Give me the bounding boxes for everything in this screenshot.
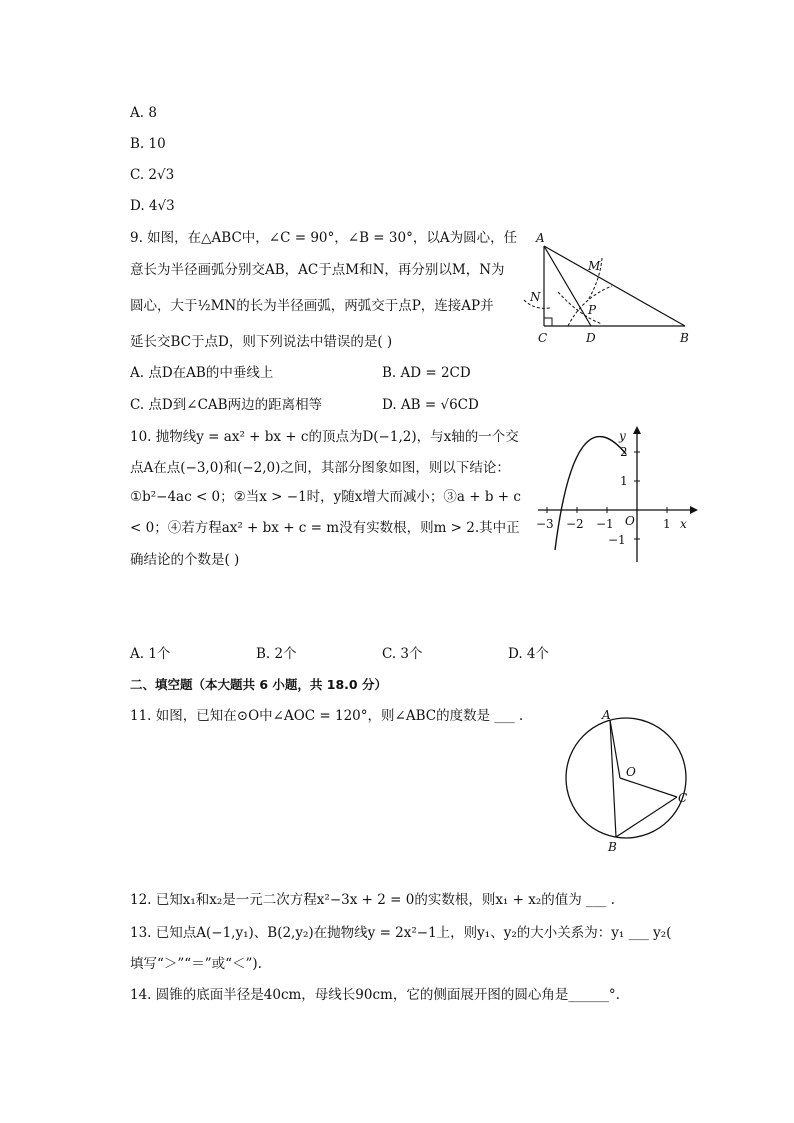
q11-label-a: A	[602, 708, 611, 722]
q10-stem-line1: 10. 抛物线y = ax² + bx + c的顶点为D(−1,2)，与x轴的一个交	[130, 429, 519, 445]
q11-stem: 11. 如图，已知在⊙O中∠AOC = 120°，则∠ABC的度数是 ___ .	[130, 708, 524, 724]
q10-option-a: A. 1个	[130, 646, 171, 662]
q9-option-a: A. 点D在AB的中垂线上	[130, 365, 274, 381]
q10-tick-xm1: −1	[596, 517, 614, 531]
q10-stem-line2: 点A在点(−3,0)和(−2,0)之间，其部分图象如图，则以下结论：	[130, 460, 510, 476]
q9-option-d: D. AB = √6CD	[382, 397, 479, 413]
q9-stem-line2: 意长为半径画弧分别交AB，AC于点M和N，再分别以M，N为	[130, 262, 505, 278]
q9-label-c: C	[538, 331, 548, 345]
q9-option-b: B. AD = 2CD	[382, 365, 471, 381]
q9-stem-line1: 9. 如图，在△ABC中，∠C = 90°，∠B = 30°，以A为圆心，任	[130, 230, 518, 246]
q8-option-d: D. 4√3	[130, 198, 175, 214]
q10-tick-y2: 2	[620, 445, 628, 459]
q9-label-d: D	[586, 331, 596, 345]
q14-stem: 14. 圆锥的底面半径是40cm，母线长90cm，它的侧面展开图的圆心角是______°.	[130, 987, 620, 1003]
q8-option-c: C. 2√3	[130, 167, 175, 183]
q9-label-p: P	[588, 303, 597, 317]
q13-stem-line2: 填写“＞”“＝”或“＜”).	[130, 956, 262, 972]
q10-tick-y1: 1	[620, 474, 628, 488]
q10-option-d: D. 4个	[508, 646, 550, 662]
q10-option-c: C. 3个	[382, 646, 423, 662]
q11-circle-figure	[560, 706, 700, 856]
q8-option-a: A. 8	[130, 105, 157, 121]
q10-tick-ym1: −1	[608, 533, 626, 547]
q10-tick-xm3: −3	[536, 517, 554, 531]
q9-label-a: A	[536, 231, 545, 245]
section-fill-in-title: 二、填空题（本大题共 6 小题，共 18.0 分）	[130, 677, 387, 692]
q10-label-origin: O	[625, 514, 635, 528]
q8-option-b: B. 10	[130, 136, 166, 152]
q9-option-c: C. 点D到∠CAB两边的距离相等	[130, 397, 323, 413]
q12-stem: 12. 已知x₁和x₂是一元二次方程x²−3x + 2 = 0的实数根，则x₁ + x₂的值为 ___ .	[130, 892, 615, 908]
q10-tick-x1: 1	[663, 517, 671, 531]
q11-label-b: B	[608, 840, 617, 854]
q11-label-c: C	[678, 791, 688, 805]
q9-triangle-figure	[520, 228, 700, 352]
q10-parabola-graph	[530, 422, 700, 570]
q10-tick-xm2: −2	[566, 517, 584, 531]
q9-label-n: N	[530, 290, 541, 304]
q10-label-x: x	[680, 517, 687, 531]
q10-option-b: B. 2个	[256, 646, 297, 662]
q9-stem-line4: 延长交BC于点D，则下列说法中错误的是( )	[130, 334, 393, 350]
q9-label-b: B	[680, 331, 689, 345]
q9-stem-line3: 圆心，大于½MN的长为半径画弧，两弧交于点P，连接AP并	[130, 298, 494, 314]
q13-stem-line1: 13. 已知点A(−1,y₁)、B(2,y₂)在抛物线y = 2x²−1上，则y₁、y₂的大小关系为：y₁ ___ y₂(	[130, 925, 672, 941]
q10-label-y: y	[619, 429, 626, 443]
q11-label-o: O	[626, 765, 636, 779]
q10-stem-line4: < 0；④若方程ax² + bx + c = m没有实数根，则m > 2.其中正	[130, 520, 520, 536]
q10-stem-line5: 确结论的个数是( )	[130, 552, 240, 568]
q10-stem-line3: ①b²−4ac < 0；②当x > −1时，y随x增大而减小；③a + b + c	[130, 489, 521, 505]
q9-label-m: M	[588, 259, 601, 273]
